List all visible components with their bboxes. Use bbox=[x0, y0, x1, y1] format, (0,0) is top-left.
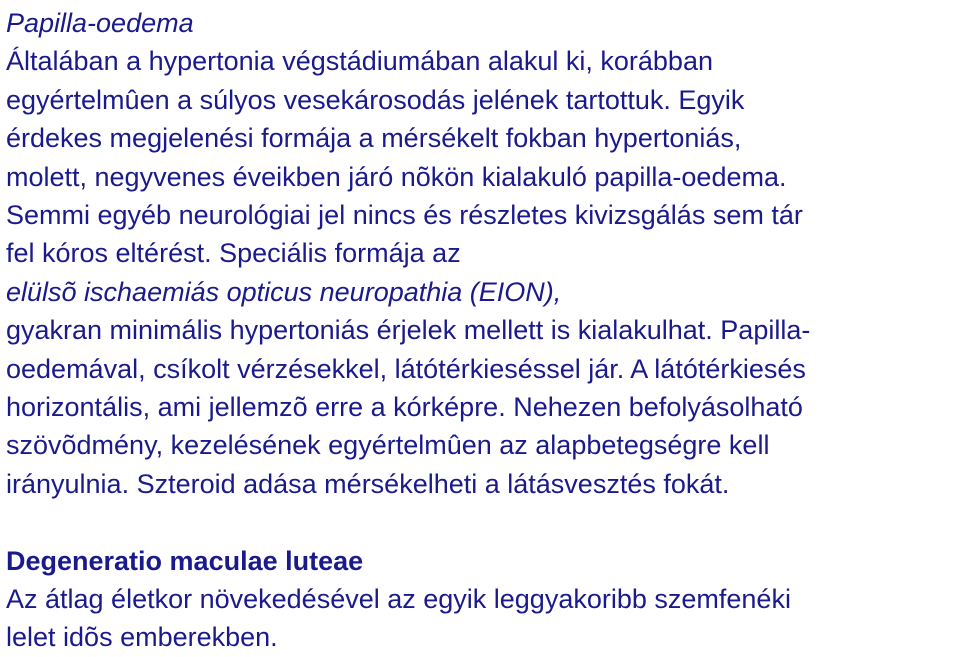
paragraph-line: érdekes megjelenési formája a mérsékelt fokban hypertoniás, bbox=[6, 123, 742, 154]
paragraph-line: irányulnia. Szteroid adása mérsékelheti a látásvesztés fokát. bbox=[6, 468, 730, 499]
paragraph-line: Semmi egyéb neurológiai jel nincs és részletes kivizsgálás sem tár bbox=[6, 200, 803, 231]
paragraph-line: molett, negyvenes éveikben járó nõkön kialakuló papilla-oedema. bbox=[6, 161, 787, 192]
italic-term-eion: elülsõ ischaemiás opticus neuropathia (EION), bbox=[6, 276, 562, 307]
paragraph-line: oedemával, csíkolt vérzésekkel, látótérkieséssel jár. A látótérkiesés bbox=[6, 353, 806, 384]
paragraph-line: lelet idõs emberekben. bbox=[6, 622, 278, 653]
paragraph-line: Általában a hypertonia végstádiumában alakul ki, korábban bbox=[6, 46, 713, 77]
paragraph-line: horizontális, ami jellemzõ erre a kórképre. Nehezen befolyásolható bbox=[6, 392, 803, 423]
section-spacer bbox=[6, 503, 960, 541]
paragraph-line: gyakran minimális hypertoniás érjelek mellett is kialakulhat. Papilla- bbox=[6, 315, 811, 346]
section-heading-degeneratio: Degeneratio maculae luteae bbox=[6, 545, 364, 576]
paragraph-line: szövõdmény, kezelésének egyértelmûen az alapbetegségre kell bbox=[6, 430, 770, 461]
paragraph-line: egyértelmûen a súlyos vesekárosodás jelének tartottuk. Egyik bbox=[6, 84, 745, 115]
paragraph-line: Az átlag életkor növekedésével az egyik leggyakoribb szemfenéki bbox=[6, 584, 791, 615]
section-heading-papilla-oedema: Papilla-oedema bbox=[6, 8, 194, 38]
paragraph-line: fel kóros eltérést. Speciális formája az bbox=[6, 238, 461, 269]
